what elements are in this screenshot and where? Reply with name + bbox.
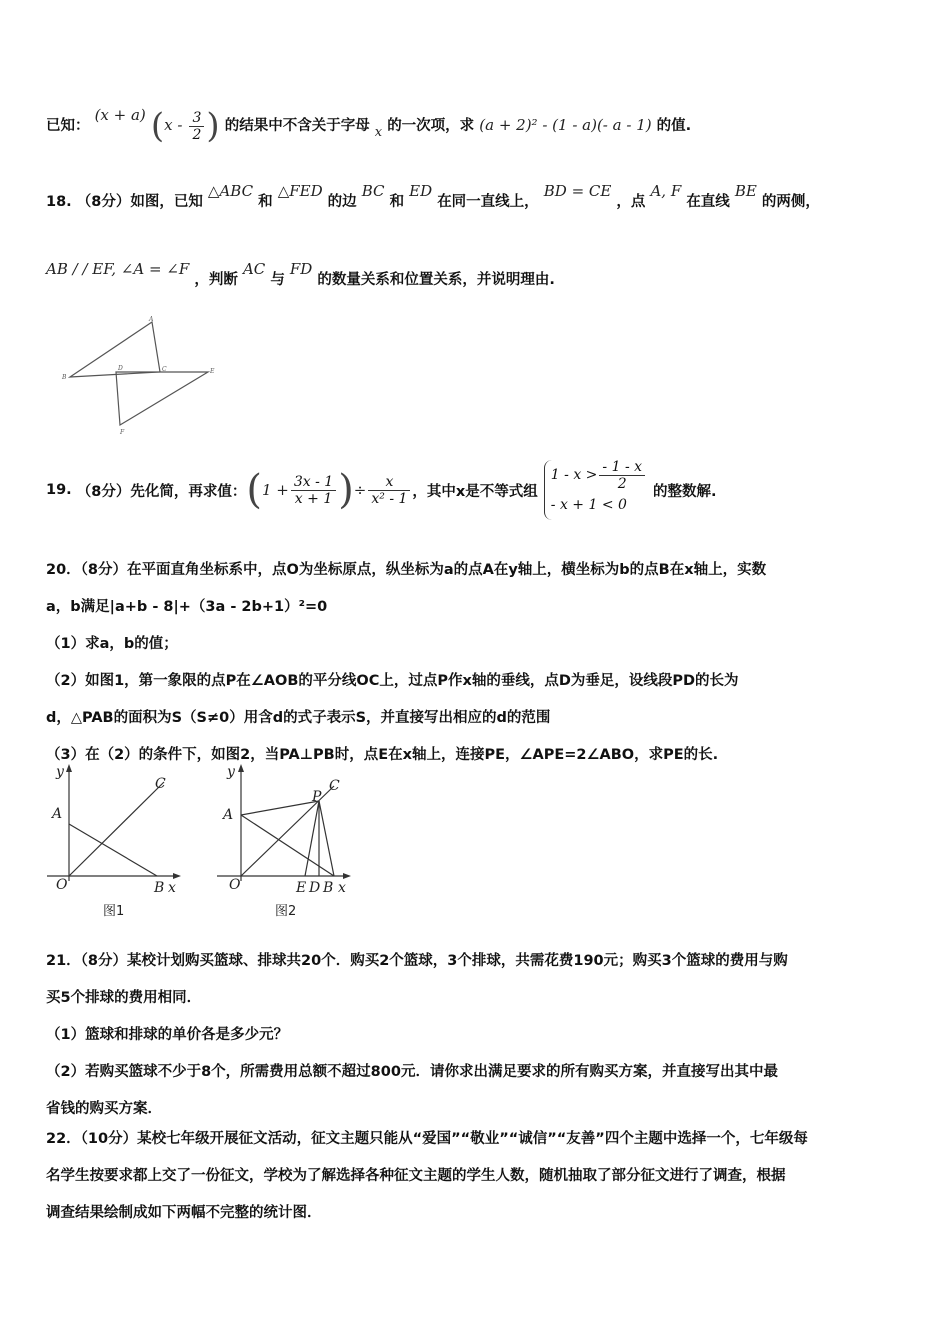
q20-line1: 20．（8分）在平面直角坐标系中，点O为坐标原点，纵坐标为a的点A在y轴上，横坐标为b的点B在x轴上，实数 (46, 562, 767, 578)
q19-ineq2: - x + 1 < 0 (550, 497, 627, 513)
q19-line: 19. （8分）先化简，再求值： ( 1 + $\frac{3x - 1}{x + 1}$ ) ÷ $\frac{x}{\text{x² - 1}}$ ，其中x是不等式组 1 - x > $\frac{- 1 - x}{2}$ - x + 1 < 0 的整数解. (46, 450, 717, 530)
q18-tri2: △FED (277, 182, 323, 200)
fig1-x: x (168, 880, 176, 896)
q18-score: （8分）如图，已知 (76, 194, 203, 210)
label-e: E (210, 368, 215, 375)
q18-bc: BC (361, 182, 385, 200)
q19-inequality-system (544, 460, 647, 520)
q21-line1: 21．（8分）某校计划购买篮球、排球共20个．购买2个篮球，3个排球，共需花费190元；购买3个篮球的费用与购 (46, 953, 788, 969)
q19-score: （8分）先化简，再求值： (76, 483, 247, 500)
q18-t5: 的两侧， (761, 194, 820, 210)
fig2-d: D (309, 880, 321, 896)
q19-ineq1-fraction: $\frac{- 1 - x}{2}$ (599, 459, 645, 492)
fig1-b: B (154, 880, 165, 896)
fig2-c: C (329, 778, 340, 794)
q22-line3: 调查结果绘制成如下两幅不完整的统计图． (46, 1205, 322, 1221)
q19-fraction1: $\frac{3x - 1}{x + 1}$ (291, 474, 336, 507)
fig1-c: C (155, 776, 166, 792)
q19-t2: 的整数解. (653, 483, 717, 500)
q20-figure1 (42, 758, 192, 923)
line-oc (69, 782, 164, 876)
q18-tri1: △ABC (207, 182, 254, 200)
q21-line5: 省钱的购买方案． (46, 1101, 162, 1117)
q20-line4: （2）如图1，第一象限的点P在∠AOB的平分线OC上，过点P作x轴的垂线，点D为垂足，设线段PD的长为 (46, 673, 739, 689)
label-a: A (149, 316, 154, 323)
q18-t6: ，判断 (194, 272, 238, 288)
q19-number: 19. (46, 482, 72, 498)
q18-line2 (46, 260, 555, 289)
q18-t7: 的数量关系和位置关系，并说明理由. (317, 272, 555, 288)
fig1-y: y (56, 764, 64, 780)
label-c: C (162, 366, 167, 373)
q18-bdce: BD = CE (543, 182, 612, 200)
q19-divide: ÷ (353, 481, 367, 499)
line-pa (241, 801, 319, 815)
q18-number: 18. (46, 194, 72, 210)
q17-fraction: $\frac{3}{2}$ (189, 110, 204, 143)
fig2-y: y (227, 764, 235, 780)
fig2-a: A (223, 807, 234, 823)
line-ab (241, 815, 334, 876)
q17-suffix: 的值. (656, 118, 692, 134)
q21-line3: （1）篮球和排球的单价各是多少元？ (46, 1027, 289, 1043)
q18-figure (58, 315, 228, 440)
q18-ed: ED (409, 182, 433, 200)
q17-mid: 的结果中不含关于字母 (224, 118, 370, 134)
q18-and2: 和 (389, 194, 405, 210)
q20-line3: （1）求a，b的值； (46, 636, 178, 652)
q22-text (46, 1121, 906, 1232)
line-pb (319, 801, 334, 876)
q18-fd: FD (289, 260, 313, 278)
fig2-b: B (323, 880, 334, 896)
q18-t4: 在直线 (686, 194, 730, 210)
q18-t1: 的边 (327, 194, 357, 210)
fig1-o: O (56, 877, 68, 893)
triangle-fed (116, 372, 208, 425)
fig1-caption: 图1 (103, 904, 125, 919)
q18-condition: AB / / EF, ∠A = ∠F (46, 260, 190, 278)
q20-line2: a，b满足|a+b - 8|+（3a - 2b+1）²=0 (46, 599, 328, 615)
q18-with: 与 (270, 272, 285, 288)
q17-line: 已知： (x + a) (x - $\frac{3}{2}$ ) 的结果中不含关于字母 x 的一次项，求 (a + 2)² - (1 - a)(- a - 1) 的值. (46, 106, 692, 146)
q20-text (46, 552, 906, 774)
q19-ineq1-left: 1 - x > (550, 467, 598, 483)
q18-ac: AC (242, 260, 266, 278)
fig1-a: A (52, 806, 63, 822)
q21-line2: 买5个排球的费用相同． (46, 990, 202, 1006)
q17-expr1-a: (x + a) (94, 106, 146, 124)
q21-text (46, 943, 906, 1128)
q18-af: A, F (650, 182, 682, 200)
q17-expr1-b: x - (164, 116, 183, 134)
fig2-x: x (338, 880, 346, 896)
triangle-abc (70, 322, 160, 377)
q17-expr2: (a + 2)² - (1 - a)(- a - 1) (479, 116, 652, 134)
q19-fraction2: $\frac{x}{\text{x² - 1}}$ (368, 474, 410, 507)
q21-line4: （2）若购买篮球不少于8个，所需费用总额不超过800元．请你求出满足要求的所有购买方案，并直接写出其中最 (46, 1064, 778, 1080)
q20-figure2 (212, 758, 362, 923)
label-f: F (120, 429, 125, 436)
q18-t3: ，点 (616, 194, 646, 210)
q18-and1: 和 (258, 194, 273, 210)
q18-be: BE (734, 182, 757, 200)
label-d: D (118, 365, 123, 372)
q17-mid2: 的一次项，求 (387, 118, 475, 134)
q20-line6: （3）在（2）的条件下，如图2，当PA⊥PB时，点E在x轴上，连接PE，∠APE=2∠ABO，求PE的长. (46, 747, 719, 763)
q22-line1: 22．（10分）某校七年级开展征文活动，征文主题只能从“爱国”“敬业”“诚信”“友善”四个主题中选择一个，七年级每 (46, 1131, 808, 1147)
q19-one-plus: 1 + (261, 481, 289, 499)
q22-line2: 名学生按要求都上交了一份征文，学校为了解选择各种征文主题的学生人数，随机抽取了部分征文进行了调查，根据 (46, 1168, 786, 1184)
q17-prefix: 已知： (46, 118, 90, 134)
q18-t2: 在同一直线上， (437, 194, 539, 210)
fig2-o: O (229, 877, 241, 893)
q20-line5: d，△PAB的面积为S（S≠0）用含d的式子表示S，并直接写出相应的d的范围 (46, 710, 551, 726)
fig2-e: E (296, 880, 307, 896)
q19-t1: ，其中x是不等式组 (412, 483, 538, 500)
label-b: B (62, 374, 67, 381)
q17-var-x: x (374, 125, 383, 140)
fig2-caption: 图2 (275, 904, 297, 919)
q18-line1 (46, 182, 820, 211)
fig2-p: P (312, 789, 322, 805)
